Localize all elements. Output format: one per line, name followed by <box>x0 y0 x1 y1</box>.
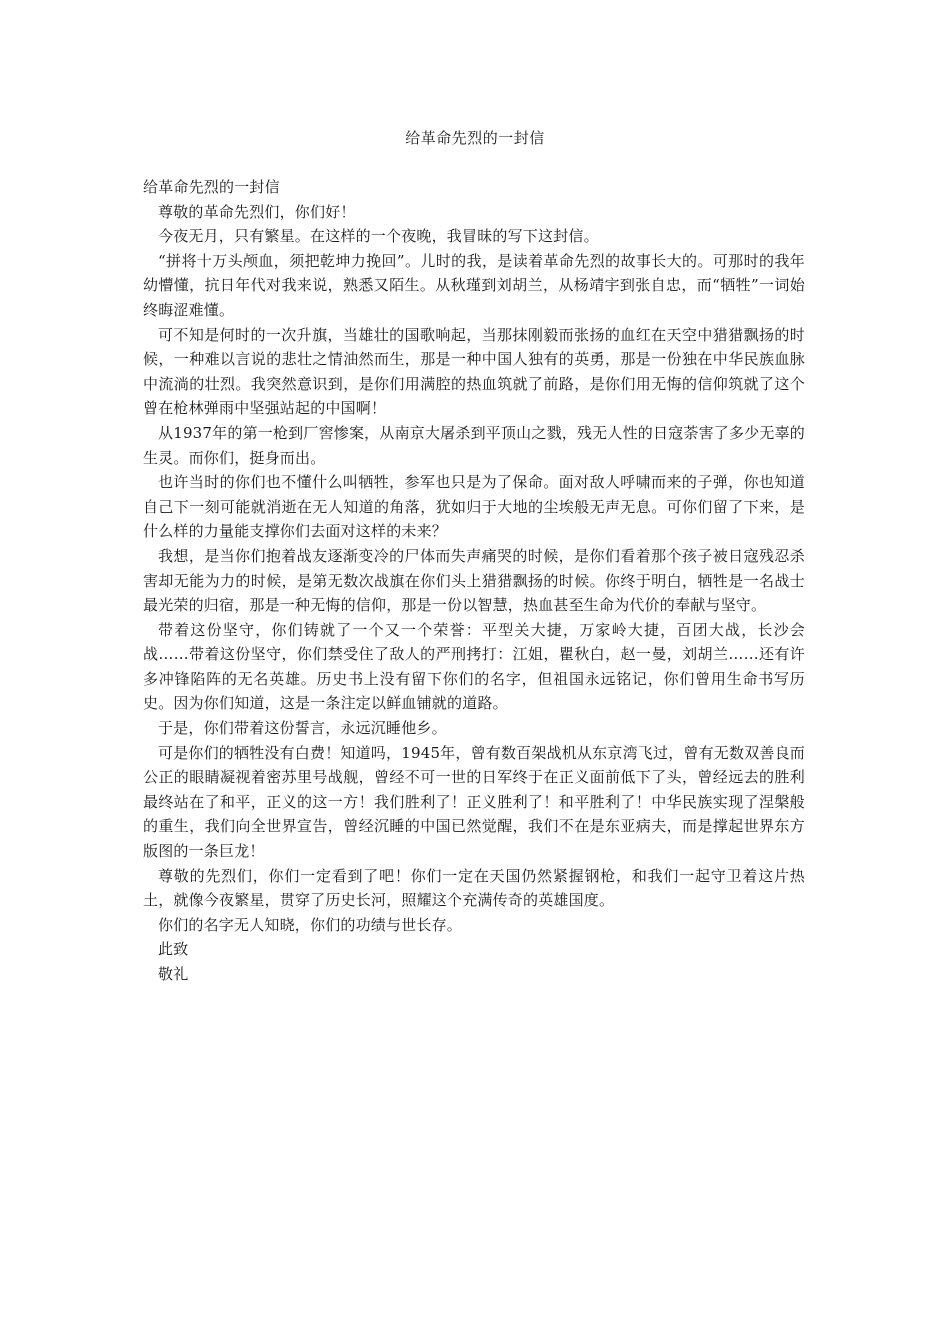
paragraph: 也许当时的你们也不懂什么叫牺牲，参军也只是为了保命。面对敌人呼啸而来的子弹，你也知道自己下一刻可能就消逝在无人知道的角落，犹如归于大地的尘埃般无声无息。可你们留了下来，是什么样的力量能支撑你们去面对这样的未来？ <box>143 473 805 541</box>
closing-salutation: 此致 <box>158 940 189 959</box>
paragraph: 今夜无月，只有繁星。在这样的一个夜晚，我冒昧的写下这封信。 <box>158 227 599 246</box>
letter-heading: 给革命先烈的一封信 <box>143 178 280 196</box>
paragraph: 我想，是当你们抱着战友逐渐变冷的尸体而失声痛哭的时候，是你们看着那个孩子被日寇残忍杀害却无能为力的时候，是第无数次战旗在你们头上猎猎飘扬的时候。你终于明白，牺牲是一名战士最光荣的归宿，那是一种无悔的信仰，那是一份以智慧，热血甚至生命为代价的奉献与坚守。 <box>143 546 805 615</box>
paragraph: 可不知是何时的一次升旗，当雄壮的国歌响起，当那抹刚毅而张扬的血红在天空中猎猎飘扬的时候，一种难以言说的悲壮之情油然而生，那是一种中国人独有的英勇，那是一份独在中华民族血脉中流淌的壮烈。我突然意识到，是你们用满腔的热血筑就了前路，是你们用无悔的信仰筑就了这个曾在枪林弹雨中坚强站起的中国啊！ <box>143 325 805 418</box>
document-title: 给革命先烈的一封信 <box>405 129 545 147</box>
paragraph: 你们的名字无人知晓，你们的功绩与世长存。 <box>158 915 463 934</box>
closing-regards: 敬礼 <box>158 965 189 983</box>
paragraph: “拼将十万头颅血，须把乾坤力挽回”。儿时的我，是读着革命先烈的故事长大的。可那时的我年幼懵懂，抗日年代对我来说，熟悉又陌生。从秋瑾到刘胡兰，从杨靖宇到张自忠，而“牺牲”一词始终晦涩难懂。 <box>143 251 805 319</box>
paragraph: 尊敬的先烈们，你们一定看到了吧！你们一定在天国仍然紧握钢枪，和我们一起守卫着这片热土，就像今夜繁星，贯穿了历史长河，照耀这个充满传奇的英雄国度。 <box>143 866 805 910</box>
paragraph: 尊敬的革命先烈们，你们好！ <box>158 202 356 221</box>
paragraph: 从1937年的第一枪到厂窖惨案，从南京大屠杀到平顶山之戮，残无人性的日寇荼害了多少无辜的生灵。而你们，挺身而出。 <box>143 423 805 467</box>
paragraph: 于是，你们带着这份誓言，永远沉睡他乡。 <box>158 719 447 738</box>
paragraph: 可是你们的牺牲没有白费！知道吗，1945年，曾有数百架战机从东京湾飞过，曾有无数双善良而公正的眼睛凝视着密苏里号战舰，曾经不可一世的日军终于在正义面前低下了头，曾经远去的胜利最终站在了和平，正义的这一方！我们胜利了！正义胜利了！和平胜利了！中华民族实现了涅槃般的重生，我们向全世界宣告，曾经沉睡的中国已然觉醒，我们不在是东亚病夫，而是撑起世界东方版图的一条巨龙！ <box>143 743 805 861</box>
document-body <box>143 175 805 987</box>
paragraph: 带着这份坚守，你们铸就了一个又一个荣誉：平型关大捷，万家岭大捷，百团大战，长沙会战……带着这份坚守，你们禁受住了敌人的严刑拷打：江姐，瞿秋白，赵一曼，刘胡兰……还有许多冲锋陷阵的无名英雄。历史书上没有留下你们的名字，但祖国永远铭记，你们曾用生命书写历史。因为你们知道，这是一条注定以鲜血铺就的道路。 <box>143 620 805 713</box>
